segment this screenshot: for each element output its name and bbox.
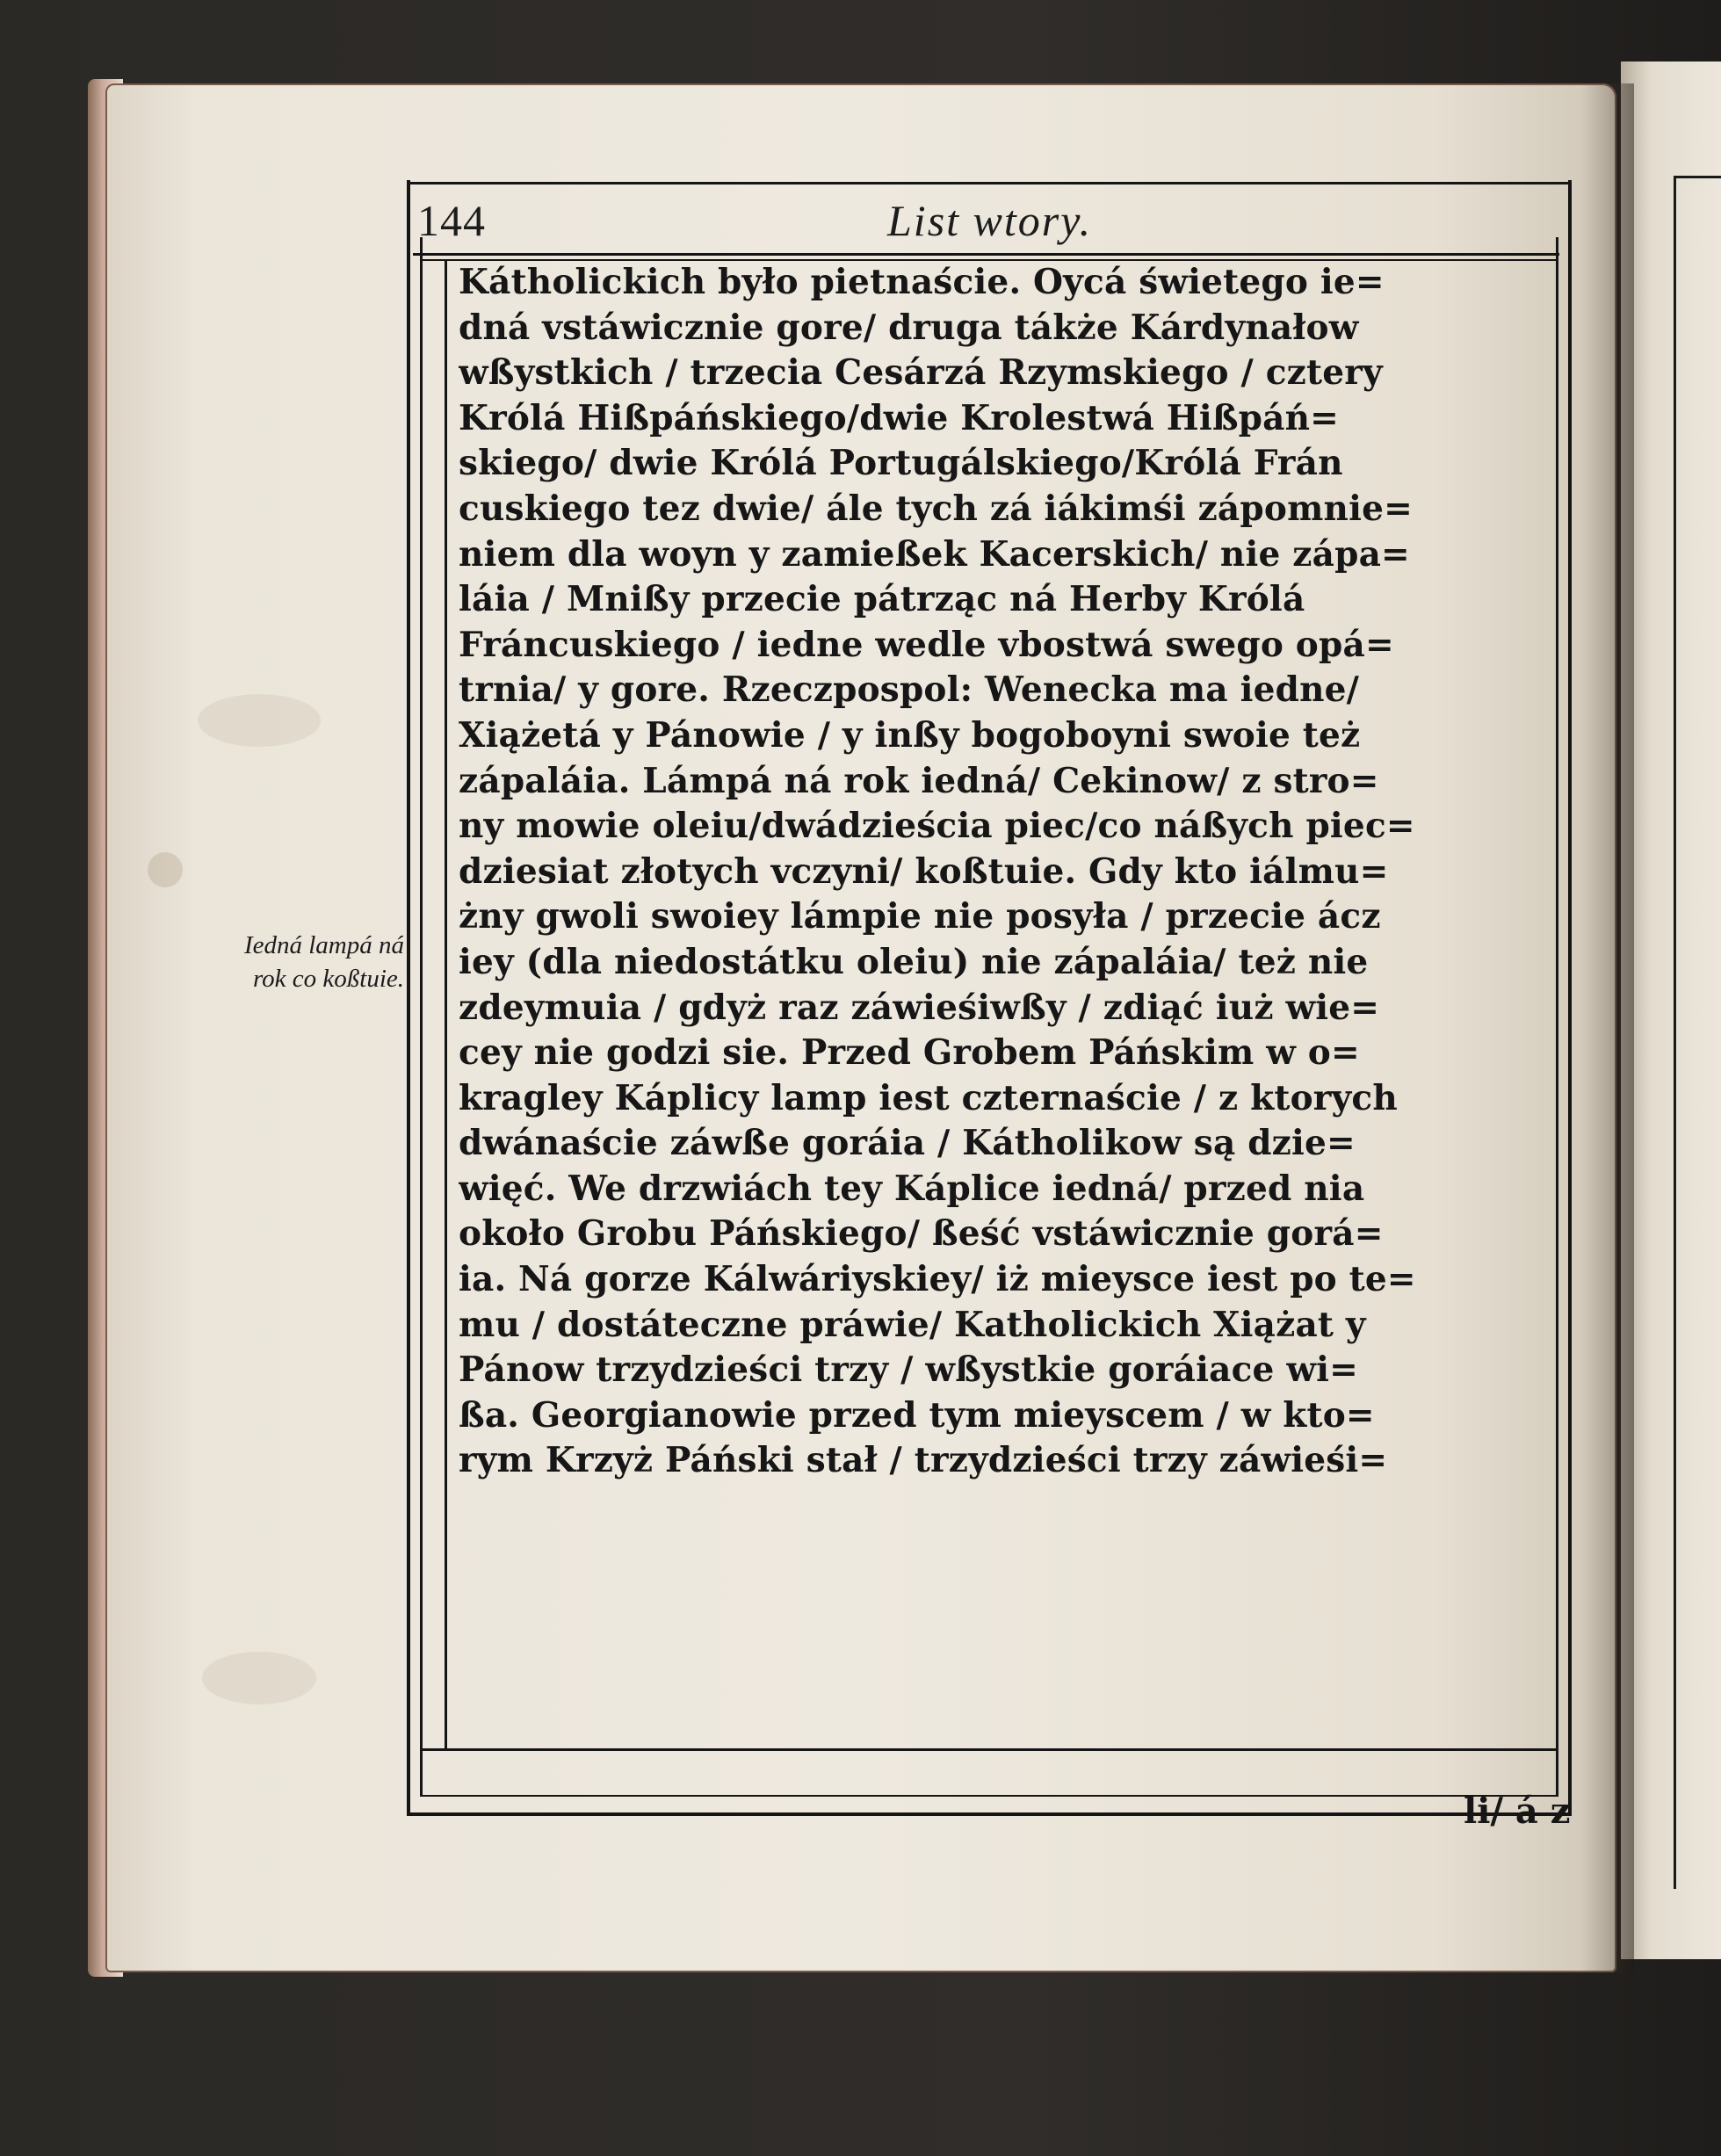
text-line: láia / Mnißy przecie pátrząc ná Herby Królá [459, 579, 1305, 620]
marginal-note-line: rok co koßtuie. [252, 965, 404, 993]
text-line: trnia/ y gore. Rzeczpospol: Wenecka ma iedne/ [459, 669, 1360, 711]
body-text [459, 260, 1523, 1484]
text-line: Królá Hißpáńskiego/dwie Krolestwá Hißpáń= [459, 397, 1340, 438]
text-line: Fráncuskiego / iedne wedle vbostwá swego opá= [459, 624, 1394, 665]
inner-frame-right [1556, 237, 1558, 1797]
text-line: Kátholickich było pietnaście. Oycá świetego ie= [459, 262, 1385, 302]
text-line: wßystkich / trzecia Cesárzá Rzymskiego / cztery [459, 352, 1383, 394]
header-bottom-rule [413, 253, 1559, 256]
text-line: rym Krzyż Páński stał / trzydzieści trzy záwieśi= [459, 1440, 1388, 1481]
facing-page-rule [1674, 176, 1676, 1889]
text-line: Xiążetá y Pánowie / y inßy bogoboyni swoie też [459, 714, 1361, 756]
paper-stain [148, 852, 183, 887]
text-line: dwánaście záwße goráia / Kátholikow są dzie= [459, 1123, 1356, 1164]
text-line: skiego/ dwie Królá Portugálskiego/Królá Frán [459, 443, 1343, 484]
text-line: iey (dla niedostátku oleiu) nie zápaláia/ też nie [459, 941, 1369, 982]
text-line: kragley Káplicy lamp iest czternaście / z ktorych [459, 1077, 1398, 1118]
header-top-rule [407, 182, 1572, 184]
facing-page-rule-top [1674, 176, 1721, 178]
text-line: mu / dostáteczne práwie/ Katholickich Xiążat y [459, 1304, 1366, 1345]
facing-page-edge [1621, 61, 1721, 1959]
paper-stain [198, 694, 321, 747]
text-box-bottom-rule [420, 1748, 1558, 1751]
footer-bottom-rule [407, 1812, 1572, 1816]
catchword-line [420, 1795, 1558, 1797]
text-line: zápaláia. Lámpá ná rok iedná/ Cekinow/ z stro= [459, 760, 1379, 801]
text-line: niem dla woyn y zamießek Kacerskich/ nie zápa= [459, 533, 1410, 575]
gutter-shadow [1581, 83, 1634, 1972]
inner-frame-left [420, 237, 423, 1797]
text-box-left-rule [445, 259, 447, 1748]
marginal-note [176, 929, 404, 995]
running-head: List wtory. [887, 196, 1093, 245]
marginal-note-line: Iedná lampá ná [243, 931, 404, 959]
text-line: zdeymuia / gdyż raz záwieśiwßy / zdiąć iuż wie= [459, 987, 1380, 1028]
outer-frame-right [1568, 180, 1572, 1814]
text-line: dziesiat złotych vczyni/ koßtuie. Gdy kto iálmu= [459, 850, 1389, 892]
text-line: około Grobu Páńskiego/ ßeść vstáwicznie gorá= [459, 1213, 1384, 1255]
text-line: ßa. Georgianowie przed tym mieyscem / w kto= [459, 1394, 1375, 1436]
text-line: żny gwoli swoiey lámpie nie posyła / przecie ácz [459, 896, 1381, 937]
page-number: 144 [417, 196, 486, 245]
text-line: dná vstáwicznie gore/ druga tákże Kárdynałow [459, 307, 1359, 348]
text-line: ia. Ná gorze Kálwáriyskiey/ iż mieysce iest po te= [459, 1259, 1416, 1300]
text-line: ny mowie oleiu/dwádzieścia piec/co náßych piec= [459, 806, 1415, 847]
paper-stain [202, 1652, 316, 1704]
outer-frame-left [407, 180, 410, 1814]
text-line: cuskiego tez dwie/ ále tych zá iákimśi zápomnie= [459, 488, 1414, 529]
text-line: więć. We drzwiách tey Káplice iedná/ przed nia [459, 1168, 1365, 1209]
text-line: Pánow trzydzieści trzy / wßystkie goráiace wi= [459, 1349, 1358, 1391]
catchword: li/ á z [1464, 1791, 1571, 1832]
text-line: cey nie godzi sie. Przed Grobem Páńskim w o= [459, 1032, 1360, 1074]
